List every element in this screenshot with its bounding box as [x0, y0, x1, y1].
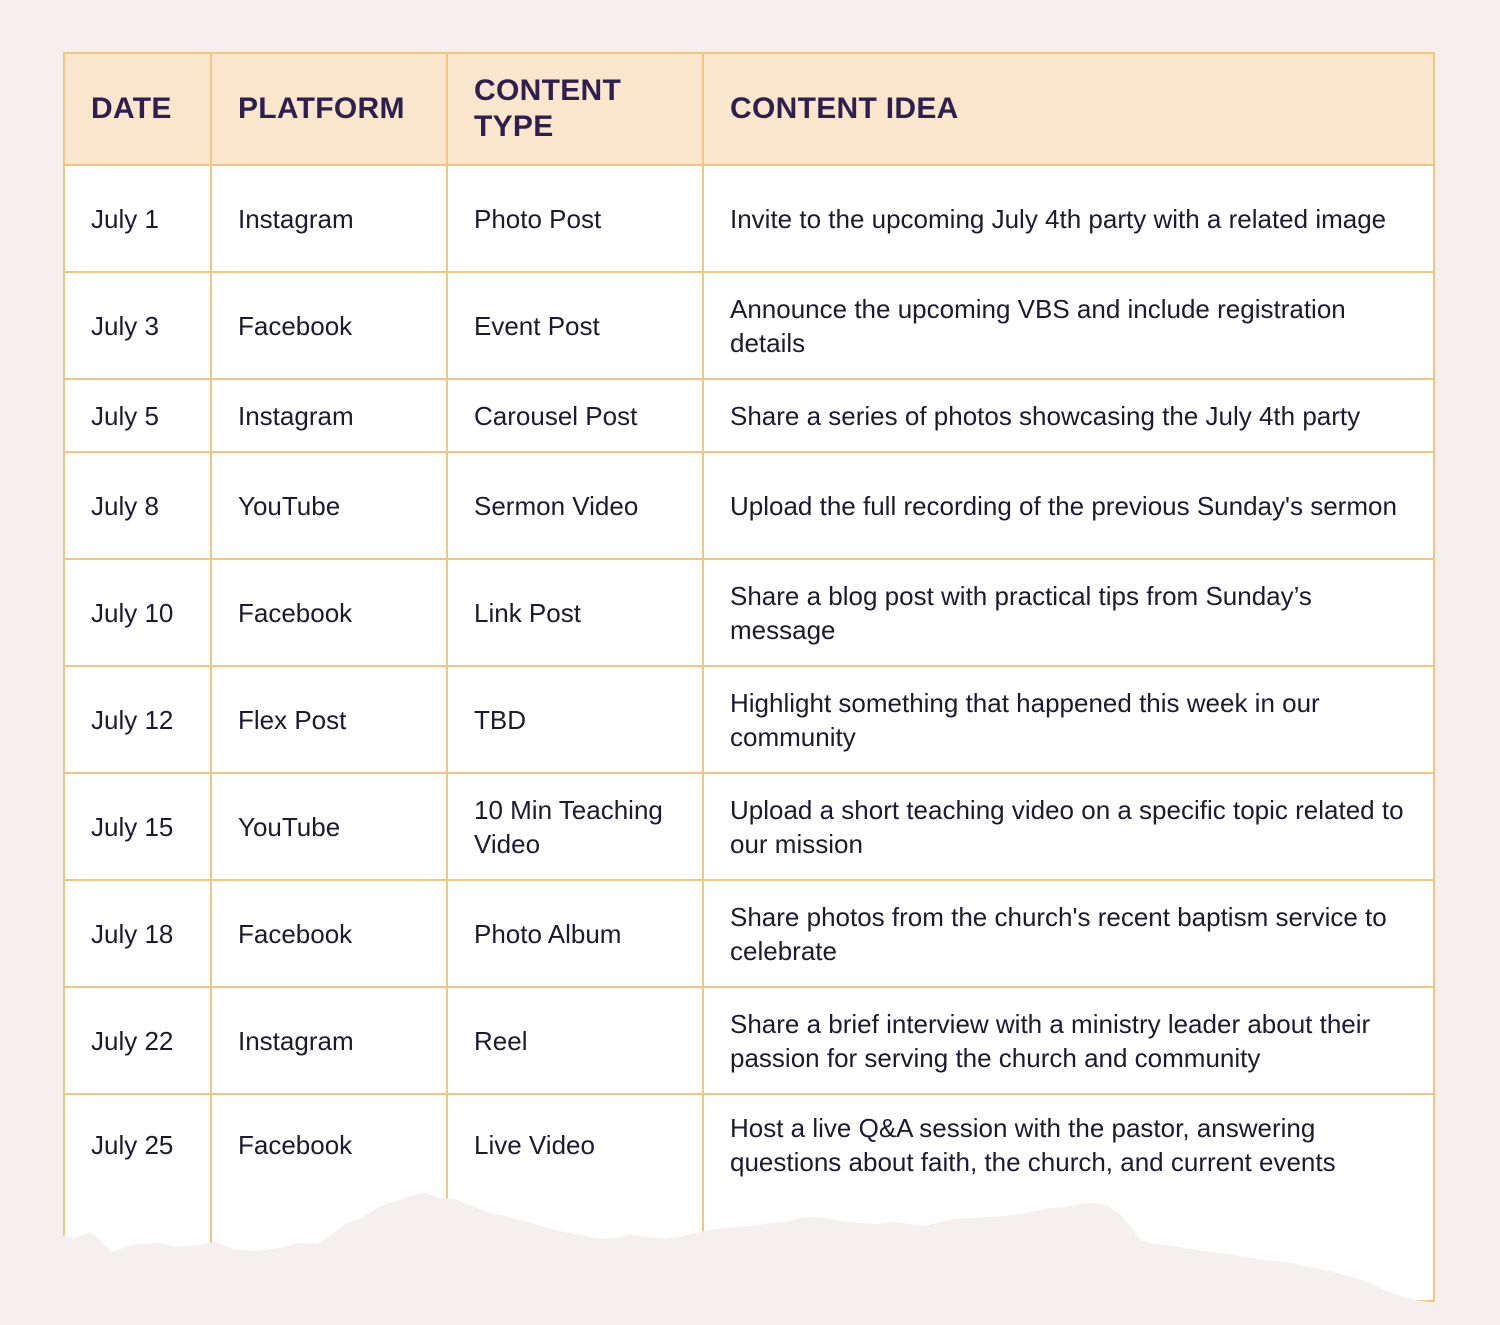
content-idea-cell: Share a brief interview with a ministry leader about their passion for serving the church and community: [730, 1008, 1371, 1073]
header-platform: PLATFORM: [238, 92, 405, 125]
date-cell: July 5: [91, 400, 159, 431]
content-calendar-table: [63, 52, 1435, 1302]
header-content-idea: CONTENT IDEA: [730, 92, 959, 125]
header-content-type: CONTENT TYPE: [474, 74, 622, 143]
content-type-cell: Carousel Post: [474, 400, 638, 431]
date-cell: July 22: [91, 1025, 174, 1056]
platform-cell: Facebook: [238, 918, 353, 949]
content-idea-cell: Share a blog post with practical tips from Sunday’s message: [730, 580, 1312, 645]
platform-cell: Facebook: [238, 597, 353, 628]
content-idea-cell: Share a series of photos showcasing the July 4th party: [730, 400, 1361, 431]
platform-cell: Instagram: [238, 1025, 354, 1056]
content-idea-cell: Share photos from the church's recent baptism service to celebrate: [730, 901, 1387, 966]
content-idea-cell: Highlight something that happened this week in our community: [730, 687, 1320, 752]
content-type-cell: Link Post: [474, 597, 581, 628]
content-idea-cell: Upload the full recording of the previous Sunday's sermon: [730, 490, 1397, 521]
platform-cell: Facebook: [238, 310, 353, 341]
date-cell: July 10: [91, 597, 174, 628]
table-header-row: [65, 54, 1433, 166]
table-row: [65, 380, 1433, 453]
date-cell: July 12: [91, 704, 174, 735]
date-cell: July 1: [91, 203, 159, 234]
content-type-cell: 10 Min Teaching Video: [474, 794, 663, 859]
table-row: [65, 1095, 1433, 1305]
platform-cell: Flex Post: [238, 704, 347, 735]
table-row: [65, 273, 1433, 380]
date-cell: July 18: [91, 918, 174, 949]
table-row: [65, 453, 1433, 560]
platform-cell: Facebook: [238, 1130, 353, 1160]
platform-cell: YouTube: [238, 490, 341, 521]
platform-cell: Instagram: [238, 400, 354, 431]
date-cell: July 3: [91, 310, 159, 341]
content-type-cell: Photo Post: [474, 203, 602, 234]
table-row: [65, 667, 1433, 774]
table-row: [65, 166, 1433, 273]
platform-cell: Instagram: [238, 203, 354, 234]
date-cell: July 15: [91, 811, 174, 842]
content-type-cell: TBD: [474, 704, 526, 735]
content-type-cell: Reel: [474, 1025, 528, 1056]
content-idea-cell: Upload a short teaching video on a specific topic related to our mission: [730, 794, 1404, 859]
table-row: [65, 774, 1433, 881]
header-date: DATE: [91, 92, 172, 125]
content-idea-cell: Host a live Q&A session with the pastor, answering questions about faith, the church, and current events: [730, 1113, 1336, 1177]
content-type-cell: Live Video: [474, 1130, 595, 1160]
table-row: [65, 560, 1433, 667]
table-row: [65, 988, 1433, 1095]
content-type-cell: Photo Album: [474, 918, 622, 949]
date-cell: July 8: [91, 490, 159, 521]
content-idea-cell: Invite to the upcoming July 4th party with a related image: [730, 203, 1387, 234]
content-type-cell: Sermon Video: [474, 490, 639, 521]
date-cell: July 25: [91, 1130, 174, 1160]
platform-cell: YouTube: [238, 811, 341, 842]
content-type-cell: Event Post: [474, 310, 600, 341]
content-idea-cell: Announce the upcoming VBS and include registration details: [730, 293, 1346, 358]
table-row: [65, 881, 1433, 988]
